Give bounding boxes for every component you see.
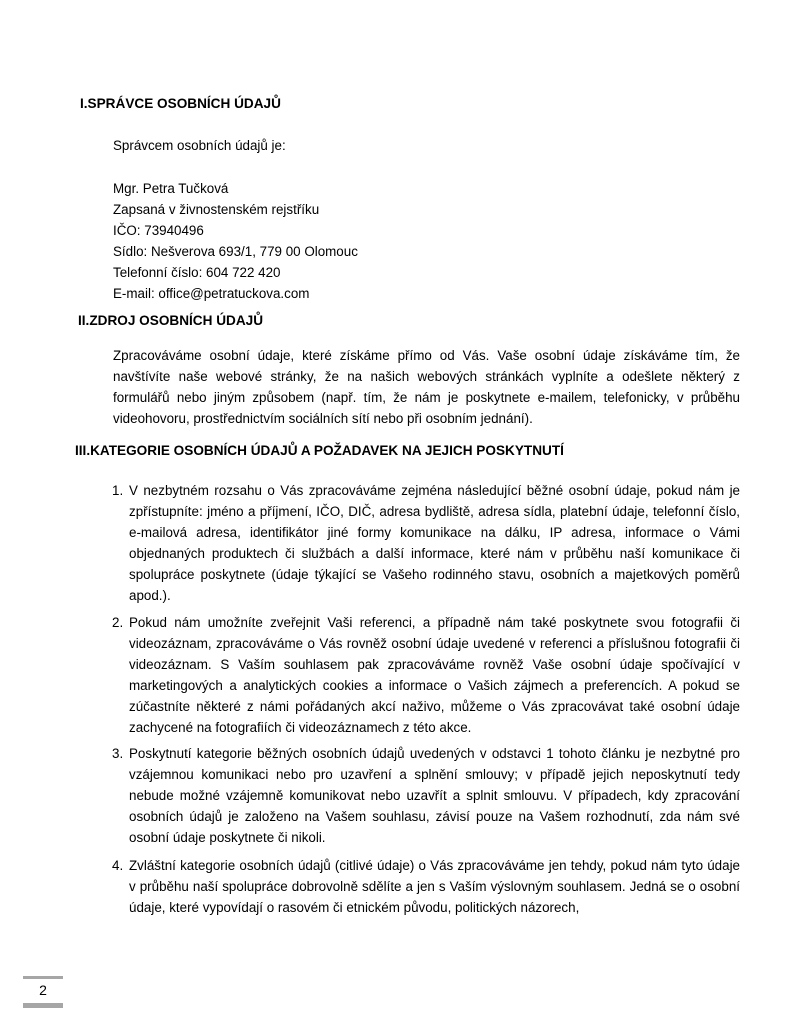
list-item-4-text: Zvláštní kategorie osobních údajů (citlivé údaje) o Vás zpracováváme jen tehdy, pokud nám tyto údaje v průběhu naší spolupráce dobrovolně sdělíte a jen s Vaším výslovným souhlasem. Jedná se o osobní údaje, které vypovídají o rasovém či etnickém původu, politických názorech, bbox=[129, 858, 740, 915]
controller-intro-line: Správcem osobních údajů je: bbox=[113, 138, 286, 153]
list-item-2 bbox=[112, 612, 740, 738]
contact-registry: Zapsaná v živnostenském rejstříku bbox=[113, 202, 320, 217]
list-item-2-number: 2. bbox=[112, 615, 124, 630]
section-2-heading: II.ZDROJ OSOBNÍCH ÚDAJŮ bbox=[78, 313, 264, 328]
list-item-2-text: Pokud nám umožníte zveřejnit Vaši referenci, a případně nám také poskytnete svou fotografii či videozáznam, zpracováváme o Vás rovněž osobní údaje uvedené v referenci a příslušnou fotografii či videozáznam. S Vaším souhlasem pak zpracováváme rovněž Vaše osobní údaje spočívající v marketingových a analytických cookies a informace o Vašich zájmech a preferencích. A pokud se zúčastníte některé z námi pořádaných akcí naživo, můžeme o Vás zpracovávat také osobní údaje zachycené na fotografiích či videozáznamech z této akce. bbox=[129, 615, 740, 735]
list-item-4 bbox=[112, 855, 740, 918]
contact-name: Mgr. Petra Tučková bbox=[113, 181, 229, 196]
list-item-4-number: 4. bbox=[112, 858, 124, 873]
contact-phone: Telefonní číslo: 604 722 420 bbox=[113, 265, 281, 280]
controller-contact-block bbox=[113, 178, 740, 304]
list-item-1-text: V nezbytném rozsahu o Vás zpracováváme zejména následující běžné osobní údaje, pokud nám je zpřístupníte: jméno a příjmení, IČO, DIČ, adresa bydliště, adresa sídla, platební údaje, telefonní číslo, e-mailová adresa, identifikátor jiné formy komunikace na dálku, IP adresa, informace o Vámi objednaných produktech či službách a další informace, které nám v průběhu naší komunikace či spolupráce poskytnete (údaje týkající se Vašeho rodinného stavu, osobních a majetkových poměrů apod.). bbox=[129, 483, 740, 603]
contact-address: Sídlo: Nešverova 693/1, 779 00 Olomouc bbox=[113, 244, 358, 259]
section-2-paragraph: Zpracováváme osobní údaje, které získáme přímo od Vás. Vaše osobní údaje získáváme tím, že navštívíte naše webové stránky, že na našich webových stránkách vyplníte a odešlete některý z formulářů nebo jiným způsobem (např. tím, že nám je poskytnete e-mailem, telefonicky, v průběhu videohovoru, prostřednictvím sociálních sítí nebo při osobním jednání). bbox=[113, 348, 740, 426]
page-footer bbox=[23, 976, 63, 1008]
contact-ico: IČO: 73940496 bbox=[113, 223, 204, 238]
list-item-1-number: 1. bbox=[112, 483, 124, 498]
section-3-numbered-list bbox=[0, 480, 798, 918]
section-1-heading: I.SPRÁVCE OSOBNÍCH ÚDAJŮ bbox=[80, 96, 281, 111]
section-3-heading: III.KATEGORIE OSOBNÍCH ÚDAJŮ A POŽADAVEK NA JEJICH POSKYTNUTÍ bbox=[75, 443, 564, 458]
contact-email: E-mail: office@petratuckova.com bbox=[113, 286, 310, 301]
list-item-3 bbox=[112, 743, 740, 848]
list-item-3-number: 3. bbox=[112, 746, 124, 761]
footer-bottom-rule bbox=[23, 1003, 63, 1008]
page-number: 2 bbox=[39, 982, 47, 998]
list-item-1 bbox=[112, 480, 740, 606]
list-item-3-text: Poskytnutí kategorie běžných osobních údajů uvedených v odstavci 1 tohoto článku je nezbytné pro vzájemnou komunikaci nebo pro uzavření a splnění smlouvy; v případě jejich neposkytnutí tedy nebude možné vzájemně komunikovat nebo uzavřít a splnit smlouvu. V případech, kdy zpracování osobních údajů je založeno na Vašem souhlasu, závisí pouze na Vašem rozhodnutí, zda nám své osobní údaje poskytnete či nikoli. bbox=[129, 746, 740, 845]
